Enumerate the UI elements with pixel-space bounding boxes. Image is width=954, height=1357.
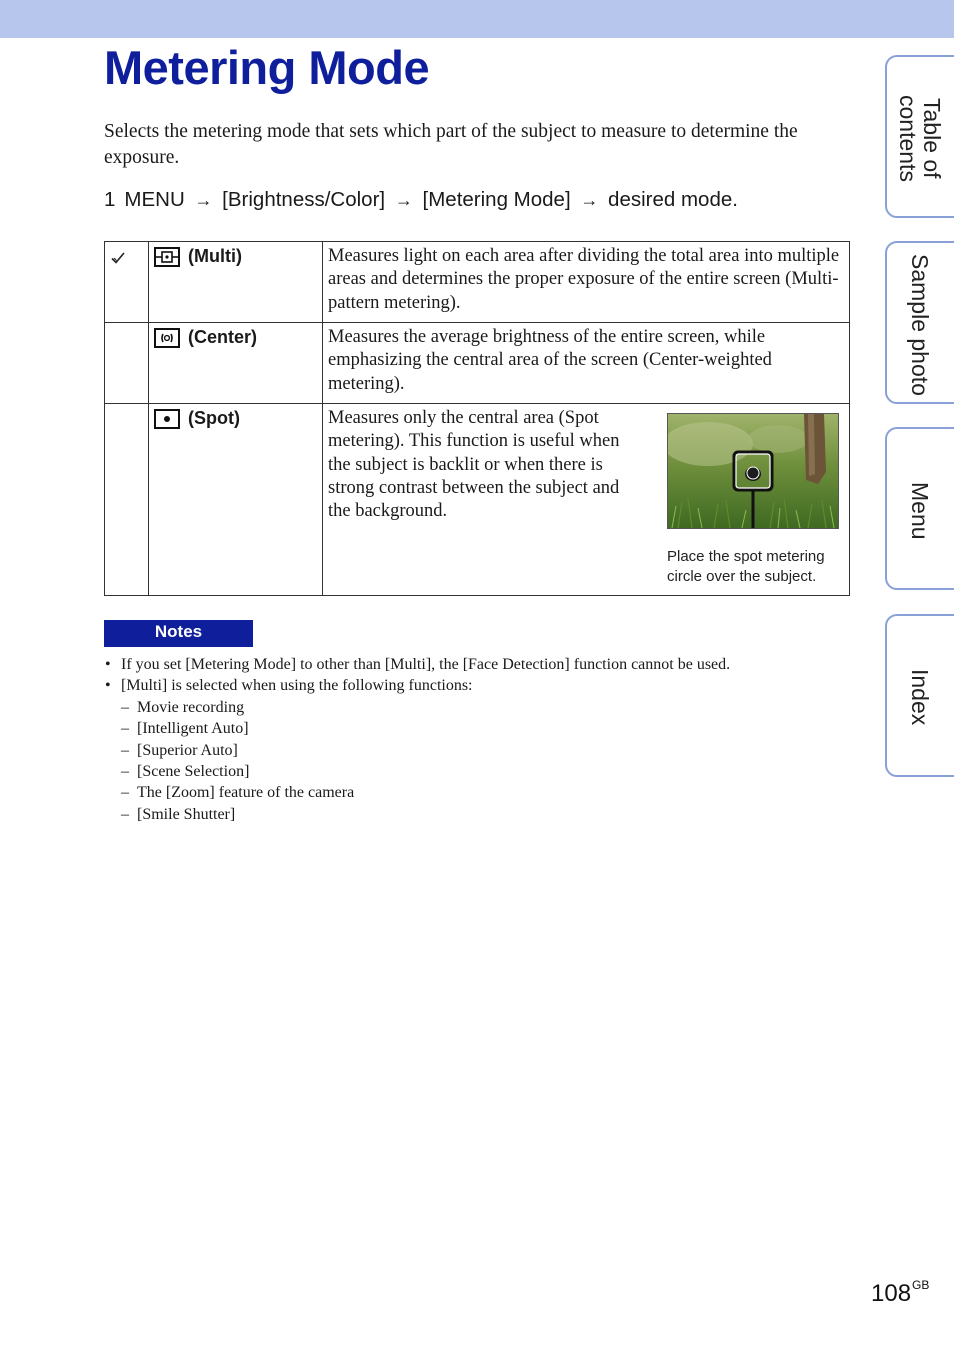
mode-name: (Multi) — [188, 246, 242, 266]
list-item: – Movie recording — [104, 697, 864, 718]
step-menu: MENU — [124, 188, 185, 211]
list-item: • If you set [Metering Mode] to other than [Multi], the [Face Detection] function cannot be used. — [104, 654, 864, 675]
table-row-spot — [105, 404, 850, 596]
page-number-suffix: GB — [912, 1278, 930, 1292]
tab-label: Menu — [907, 481, 933, 540]
tab-table-of-contents[interactable] — [885, 55, 954, 218]
tab-index[interactable] — [885, 614, 954, 777]
mode-name-cell — [149, 242, 323, 323]
list-item: • [Multi] is selected when using the following functions: — [104, 675, 864, 696]
default-check-cell — [105, 242, 149, 323]
list-item: – [Intelligent Auto] — [104, 718, 864, 739]
mode-description: Measures the average brightness of the entire screen, while emphasizing the central area of the screen (Center-weighted metering). — [328, 327, 772, 394]
list-item: – [Smile Shutter] — [104, 804, 864, 825]
arrow-icon: → — [580, 190, 599, 210]
mode-name: (Spot) — [188, 408, 240, 428]
table-row-multi — [105, 242, 850, 323]
center-metering-icon — [154, 328, 180, 348]
tab-sample-photo[interactable] — [885, 241, 954, 404]
spot-metering-icon — [154, 409, 180, 429]
mode-description: Measures only the central area (Spot metering). This function is useful when the subject is backlit or when there is strong contrast between the subject and the background. — [328, 408, 620, 522]
tab-label: Sample photo — [907, 253, 933, 396]
check-cell — [105, 323, 149, 404]
page-title: Metering Mode — [104, 41, 430, 94]
table-row-center — [105, 323, 850, 404]
grass-scene-image — [668, 414, 838, 528]
list-item: – [Superior Auto] — [104, 740, 864, 761]
multi-metering-icon — [154, 247, 180, 267]
header-band — [0, 0, 954, 38]
notes-list — [104, 654, 864, 825]
checkmark-icon — [110, 250, 126, 266]
mode-name-cell — [149, 323, 323, 404]
page-number-value: 108 — [871, 1280, 912, 1307]
mode-description-cell — [323, 404, 850, 596]
step-number: 1 — [104, 188, 116, 211]
menu-step — [104, 188, 738, 212]
mode-description: Measures light on each area after dividing the total area into multiple areas and determines the proper exposure of the entire screen (Multi-pattern metering). — [328, 246, 840, 313]
page-number — [871, 1278, 929, 1308]
arrow-icon: → — [194, 190, 213, 210]
mode-name-cell — [149, 404, 323, 596]
arrow-icon: → — [394, 190, 413, 210]
list-item: – [Scene Selection] — [104, 761, 864, 782]
spot-metering-example-photo — [667, 413, 839, 529]
mode-description-cell — [323, 242, 850, 323]
notes-heading: Notes — [104, 620, 253, 647]
tab-menu[interactable] — [885, 427, 954, 590]
mode-description-cell — [323, 323, 850, 404]
image-caption: Place the spot metering circle over the subject. — [667, 548, 825, 585]
tab-label: Index — [907, 669, 933, 726]
tab-label: Table of contents — [895, 95, 945, 182]
intro-text: Selects the metering mode that sets which part of the subject to measure to determine the exposure. — [104, 121, 798, 168]
step-metering-mode: [Metering Mode] — [422, 188, 571, 211]
list-item: – The [Zoom] feature of the camera — [104, 782, 864, 803]
step-desired-mode: desired mode. — [608, 188, 738, 211]
metering-mode-table — [104, 241, 850, 596]
check-cell — [105, 404, 149, 596]
step-brightness-color: [Brightness/Color] — [222, 188, 386, 211]
mode-name: (Center) — [188, 327, 258, 347]
